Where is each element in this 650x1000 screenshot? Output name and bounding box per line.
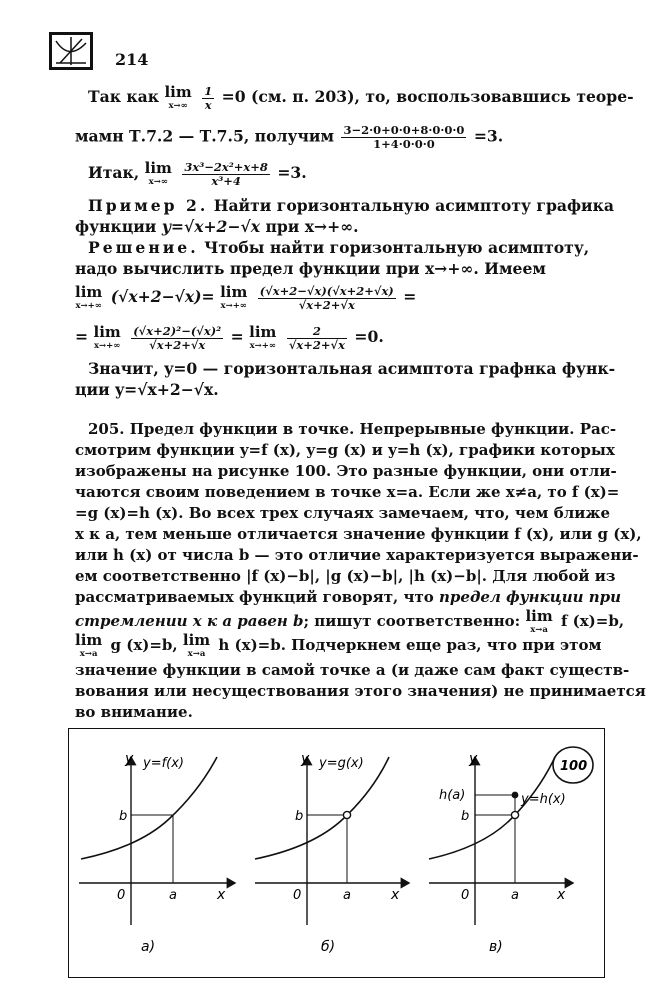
chapter-logo-icon [49,32,93,70]
example-line-1: Пример 2. Найти горизонтальную асимптоту графика [88,196,614,215]
section-205-line-8: ем соответственно |f (x)−b|, |g (x)−b|, |h (x)−b|. Для любой из [75,567,616,585]
b-label: b [119,809,128,824]
page-number: 214 [115,50,149,69]
section-205-line-7: или h (x) от числа b — это отличие характеризуется выражени- [75,546,639,564]
func-label: y=h(x) [521,792,566,807]
figure-number: 100 [560,759,588,774]
example-line-4: надо вычислить предел функции при x→+∞. Имеем [75,259,546,278]
a-label: a [169,888,177,903]
func-label: y=g(x) [319,756,364,771]
curve-f [81,757,217,859]
x-label: x [217,887,226,903]
section-205-line-5: =g (x)=h (x). Во всех трех случаях замечаем, что, чем ближе [75,504,611,522]
panel-b [255,751,409,955]
section-205-line-9: рассматриваемых функций говорят, что предел функции при [75,588,622,606]
graph-logo-icon [52,35,90,67]
b-label: b [461,809,470,824]
curve-g [255,757,389,859]
ha-label: h(a) [439,788,466,803]
example-line-6: = lim x→+∞ $\frac{\text{(√x+2)²−(√x)²}}{√x+2+√x}$ = lim x→+∞ $\frac{2}{√x+2+√x}$ =0. [75,323,384,352]
y-label: y [125,751,134,767]
origin-label: 0 [293,888,302,903]
curve-h [429,757,555,859]
a-label: a [511,888,519,903]
example-line-7: Значит, y=0 — горизонтальная асимптота графнка функ- [88,359,616,378]
x-label: x [557,887,566,903]
caption: в) [489,939,503,955]
example-line-8: ции y=√x+2−√x. [75,380,219,399]
x-label: x [391,887,400,903]
section-205-line-12: значение функции в самой точке a (и даже сам факт существ- [75,661,630,679]
example-line-5: lim x→+∞ (√x+2−√x)= lim x→+∞ $\frac{(√x+2-√x)(√x+2+√x)}{√x+2+√x}$ = [75,283,417,312]
section-205-line-1: 205. Предел функции в точке. Непрерывные функции. Рас- [88,420,617,438]
panel-a [79,751,235,955]
hole-point [343,811,350,818]
section-205-line-4: чаются своим поведением в точке x=a. Если же x≠a, то f (x)= [75,483,620,501]
hole-point [511,811,518,818]
origin-label: 0 [461,888,470,903]
a-label: a [343,888,351,903]
caption: а) [141,939,156,955]
figure-graphs [69,729,603,976]
filled-point [512,792,519,799]
func-label: y=f(x) [143,756,184,771]
text-line-3: Итак, lim x→∞ $\frac{\text{3x³−2x²+x+8}}{\text{x³+4}}$ =3. [88,159,307,188]
section-205-line-13: вования или несуществования этого значения) не принимается [75,682,646,700]
y-label: y [469,751,478,767]
origin-label: 0 [117,888,126,903]
section-205-line-11: lim x→a g (x)=b, lim x→a h (x)=b. Подчеркнем еще раз, что при этом [75,631,602,659]
b-label: b [295,809,304,824]
section-205-line-14: во внимание. [75,703,193,721]
text-line-2: мамн Т.7.2 — Т.7.5, получим $\frac{3-2\cdot 0+0\cdot 0+8\cdot 0\cdot 0\cdot 0}{1+4\cdot 0\cdot 0\cdot 0}$ =3. [75,123,504,151]
section-205-line-3: изображены на рисунке 100. Это разные функции, они отли- [75,462,617,480]
caption: б) [321,939,336,955]
example-line-3: Решение. Чтобы найти горизонтальную асимптоту, [88,238,590,257]
section-205-line-2: смотрим функции y=f (x), y=g (x) и y=h (x), графики которых [75,441,615,459]
text-line-1: Так как lim x→∞ $\frac{1}{x}$ =0 (см. п. 203), то, воспользовавшись теоре- [88,83,634,112]
panel-c [429,747,593,955]
y-label: y [301,751,310,767]
figure-100 [68,728,605,978]
section-205-line-6: x к a, тем меньше отличается значение функции f (x), или g (x), [75,525,642,543]
section-205-line-10: стремлении x к a равен b; пишут соответственно: lim x→a f (x)=b, [75,607,625,635]
example-line-2: функции y=√x+2−√x при x→+∞. [75,217,359,236]
